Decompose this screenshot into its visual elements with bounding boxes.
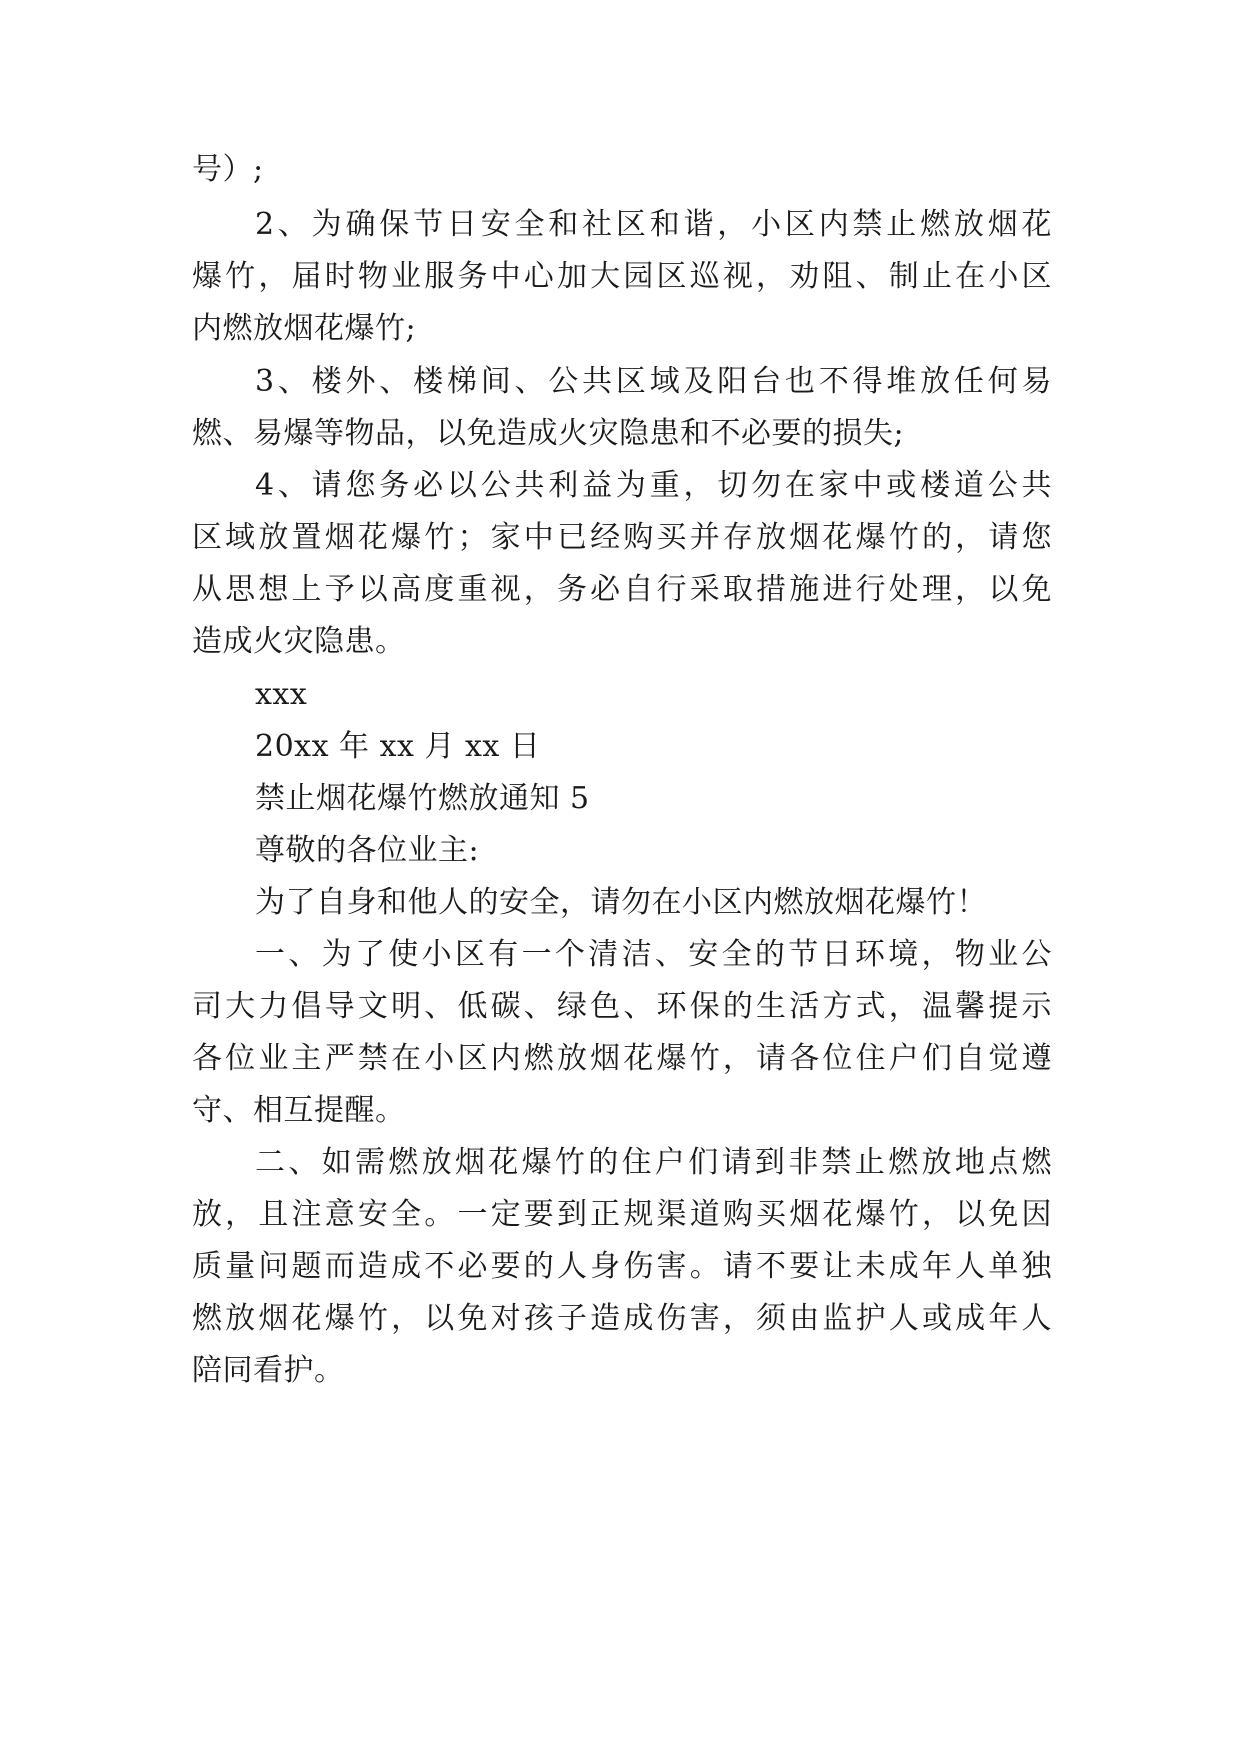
notice-headline: 为了自身和他人的安全，请勿在小区内燃放烟花爆竹！ (255, 885, 987, 920)
item-3-line-2: 燃、易爆等物品，以免造成火灾隐患和不必要的损失; (192, 416, 905, 451)
salutation: 尊敬的各位业主: (255, 833, 480, 868)
paragraph-2-line-3: 质量问题而造成不必要的人身伤害。请不要让未成年人单独 (192, 1249, 1052, 1284)
item-3-line-1: 3、楼外、楼梯间、公共区域及阳台也不得堆放任何易 (255, 364, 1052, 399)
section-title: 禁止烟花爆竹燃放通知 5 (255, 781, 590, 816)
paragraph-1-line-4: 守、相互提醒。 (192, 1093, 406, 1128)
signature-name: xxx (255, 677, 308, 712)
item-4-line-4: 造成火灾隐患。 (192, 624, 406, 659)
item-4-line-1: 4、请您务必以公共利益为重，切勿在家中或楼道公共 (255, 468, 1052, 503)
signature-date: 20xx 年 xx 月 xx 日 (255, 729, 541, 764)
item-4-line-3: 从思想上予以高度重视，务必自行采取措施进行处理，以免 (192, 572, 1052, 607)
paragraph-1-line-3: 各位业主严禁在小区内燃放烟花爆竹，请各位住户们自觉遵 (192, 1041, 1052, 1076)
paragraph-1-line-1: 一、为了使小区有一个清洁、安全的节日环境，物业公 (255, 937, 1052, 972)
item-2-line-2: 爆竹，届时物业服务中心加大园区巡视，劝阻、制止在小区 (192, 259, 1052, 294)
item-4-line-2: 区域放置烟花爆竹；家中已经购买并存放烟花爆竹的，请您 (192, 520, 1052, 555)
paragraph-2-line-5: 陪同看护。 (192, 1353, 345, 1388)
item-2-line-1: 2、为确保节日安全和社区和谐，小区内禁止燃放烟花 (255, 207, 1052, 242)
text-line: 号）; (192, 152, 264, 187)
item-2-line-3: 内燃放烟花爆竹; (192, 311, 417, 346)
paragraph-2-line-2: 放，且注意安全。一定要到正规渠道购买烟花爆竹，以免因 (192, 1197, 1052, 1232)
paragraph-2-line-1: 二、如需燃放烟花爆竹的住户们请到非禁止燃放地点燃 (255, 1145, 1052, 1180)
paragraph-2-line-4: 燃放烟花爆竹，以免对孩子造成伤害，须由监护人或成年人 (192, 1301, 1052, 1336)
paragraph-1-line-2: 司大力倡导文明、低碳、绿色、环保的生活方式，温馨提示 (192, 989, 1052, 1024)
